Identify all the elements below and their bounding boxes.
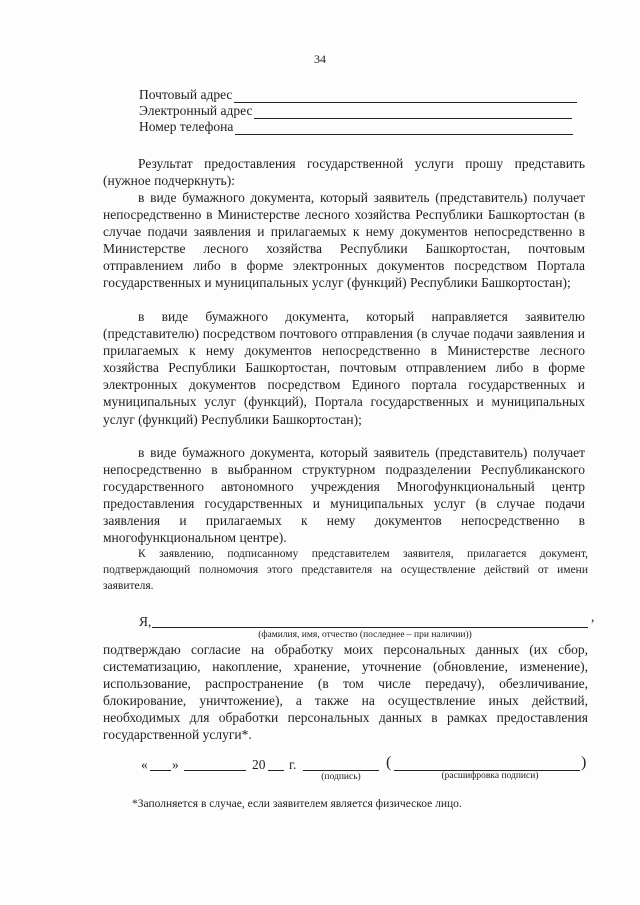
month-field[interactable] bbox=[184, 758, 246, 771]
signature-caption: (подпись) bbox=[321, 772, 361, 782]
phone-number-label: Номер телефона bbox=[139, 119, 234, 134]
footnote: *Заполняется в случае, если заявителем является физическое лицо. bbox=[132, 798, 462, 810]
consent-text: подтверждаю согласие на обработку моих персональных данных (их сбор, систематизацию, накопление, хранение, уточнение (обновление, изменение), использование, распространение (в том числе передачу), обезличивание, блокирование, уничтожение), а также на осуществление иных действий, необходимых для обработки персональных данных в рамках предоставления государственной услуги*. bbox=[103, 642, 588, 743]
signature-decode-field[interactable] bbox=[394, 758, 580, 771]
date-close-quote: » bbox=[172, 757, 179, 772]
name-comma: , bbox=[591, 609, 595, 624]
result-intro: Результат предоставления государственной услуги прошу представить (нужное подчеркнуть): bbox=[103, 156, 585, 189]
date-open-quote: « bbox=[141, 757, 148, 772]
option-paper-in-ministry: в виде бумажного документа, который заявитель (представитель) получает непосредственно в Министерстве лесного хозяйства Республики Башкортостан (в случае подачи заявления и прилагаемых к нему документов непосредственно в Министерстве лесного хозяйства Республики Башкортостан, почтовым отправлением либо в форме электронных документов посредством Портала государственных и муниципальных услуг (функций) Республики Башкортостан); bbox=[103, 190, 585, 291]
year-prefix: 20 bbox=[252, 757, 266, 772]
email-address-field[interactable] bbox=[254, 105, 572, 119]
signature-field[interactable] bbox=[303, 758, 379, 771]
postal-address-row bbox=[139, 86, 577, 103]
representative-note: К заявлению, подписанному представителем заявителя, прилагается документ, подтверждающий полномочия этого представителя на осуществление действий от имени заявителя. bbox=[103, 548, 588, 592]
option-paper-by-mail: в виде бумажного документа, который направляется заявителю (представителю) посредством почтового отправления (в случае подачи заявления и прилагаемых к нему документов непосредственно в Министерстве лесного хозяйства Республики Башкортостан, почтовым отправлением либо в форме электронных документов посредством Единого портала государственных и муниципальных услуг (функций), Портала государственных и муниципальных услуг (функций) Республики Башкортостан); bbox=[103, 309, 585, 427]
email-address-label: Электронный адрес bbox=[139, 103, 253, 118]
year-field[interactable] bbox=[268, 758, 284, 771]
page-number: 34 bbox=[314, 52, 326, 66]
day-field[interactable] bbox=[150, 758, 171, 771]
phone-number-field[interactable] bbox=[235, 121, 573, 135]
postal-address-field[interactable] bbox=[234, 89, 577, 103]
postal-address-label: Почтовый адрес bbox=[139, 87, 233, 102]
year-suffix: г. bbox=[289, 757, 297, 772]
decode-close-paren: ) bbox=[581, 754, 587, 771]
decode-open-paren: ( bbox=[386, 754, 392, 771]
ya-label: Я, bbox=[139, 614, 152, 629]
decode-caption: (расшифровка подписи) bbox=[441, 771, 539, 781]
email-address-row bbox=[139, 102, 572, 119]
option-paper-in-mfc: в виде бумажного документа, который заявитель (представитель) получает непосредственно в выбранном структурном подразделении Республиканского государственного автономного учреждения Многофункциональный центр предоставления государственных и муниципальных услуг (в случае подачи заявления и прилагаемых к нему документов непосредственно в многофункциональном центре). bbox=[103, 445, 585, 546]
phone-number-row bbox=[139, 118, 573, 135]
full-name-field[interactable] bbox=[152, 613, 588, 628]
name-caption: (фамилия, имя, отчество (последнее – при наличии)) bbox=[258, 630, 472, 640]
